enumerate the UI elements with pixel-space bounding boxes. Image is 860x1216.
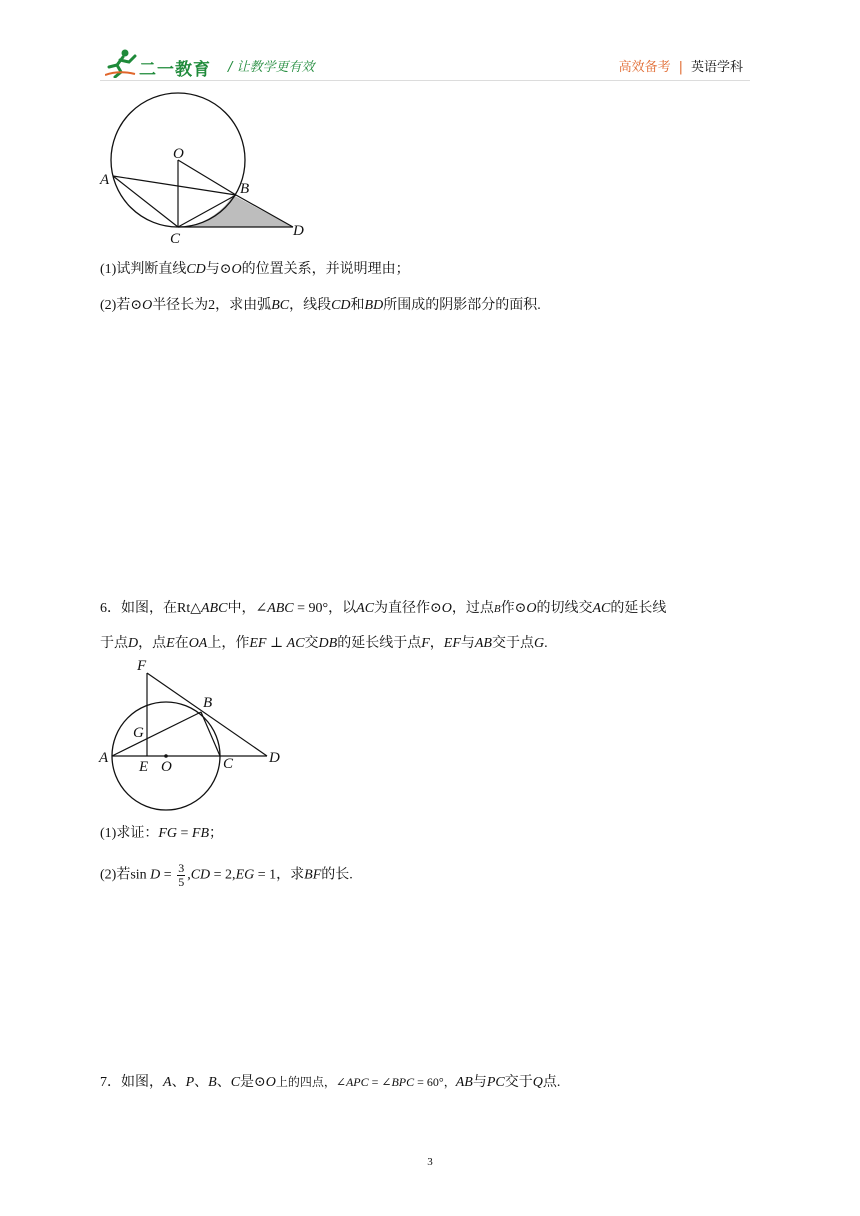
q6-part2: (2)若sin D = $\frac{3}{5}$ ,CD = 2,EG = 1，求BF的长. — [100, 861, 353, 889]
slogan: / 让教学更有效 — [228, 60, 315, 75]
label-f: F — [137, 658, 147, 674]
header-subject — [619, 56, 743, 75]
q6-stem-line2: 于点D，点E在OA上，作EF ⊥ AC交DB的延长线于点F，EF与AB交于点G. — [100, 636, 548, 651]
label-o2: O — [161, 759, 172, 775]
label-e: E — [139, 759, 149, 775]
q6-part1: (1)求证：FG = FB； — [100, 826, 224, 841]
q5-part1: (1)试判断直线CD与⊙O的位置关系，并说明理由； — [100, 262, 410, 277]
q6-stem-line1: 6．如图，在Rt△ABC中，∠ABC = 90°，以AC为直径作⊙O，过点B作⊙O的切线交AC的延长线 — [100, 601, 667, 616]
label-a: A — [100, 172, 110, 188]
page-header — [0, 0, 860, 90]
figure-circle-tangent — [96, 92, 326, 247]
label-d: D — [293, 223, 304, 239]
brand-name: 二一教育 — [139, 60, 211, 80]
shaded-region — [178, 195, 293, 227]
page-number: 3 — [427, 1156, 433, 1168]
header-tag: 高效备考 — [618, 60, 671, 75]
label-c: C — [170, 231, 181, 247]
header-rule — [100, 80, 750, 81]
q7-stem: 7．如图，A、P、B、C是⊙O上的四点，∠APC = ∠BPC = 60°，AB与PC交于Q点. — [100, 1075, 561, 1090]
label-b: B — [240, 181, 250, 197]
runner-logo-icon — [105, 48, 139, 78]
label-c2: C — [223, 756, 234, 772]
label-o: O — [173, 146, 184, 162]
q5-part2: (2)若⊙O半径长为2，求由弧BC，线段CD和BD所围成的阴影部分的面积. — [100, 298, 541, 313]
label-g: G — [133, 725, 144, 741]
label-d2: D — [269, 750, 280, 766]
fraction: $\frac{3}{5}$ — [178, 861, 185, 889]
figure-tangent-perpendicular — [95, 655, 295, 815]
label-a2: A — [99, 750, 109, 766]
header-divider: | — [678, 60, 683, 75]
label-b2: B — [203, 695, 213, 711]
logo — [105, 48, 345, 82]
header-subject-name: 英语学科 — [690, 60, 743, 75]
